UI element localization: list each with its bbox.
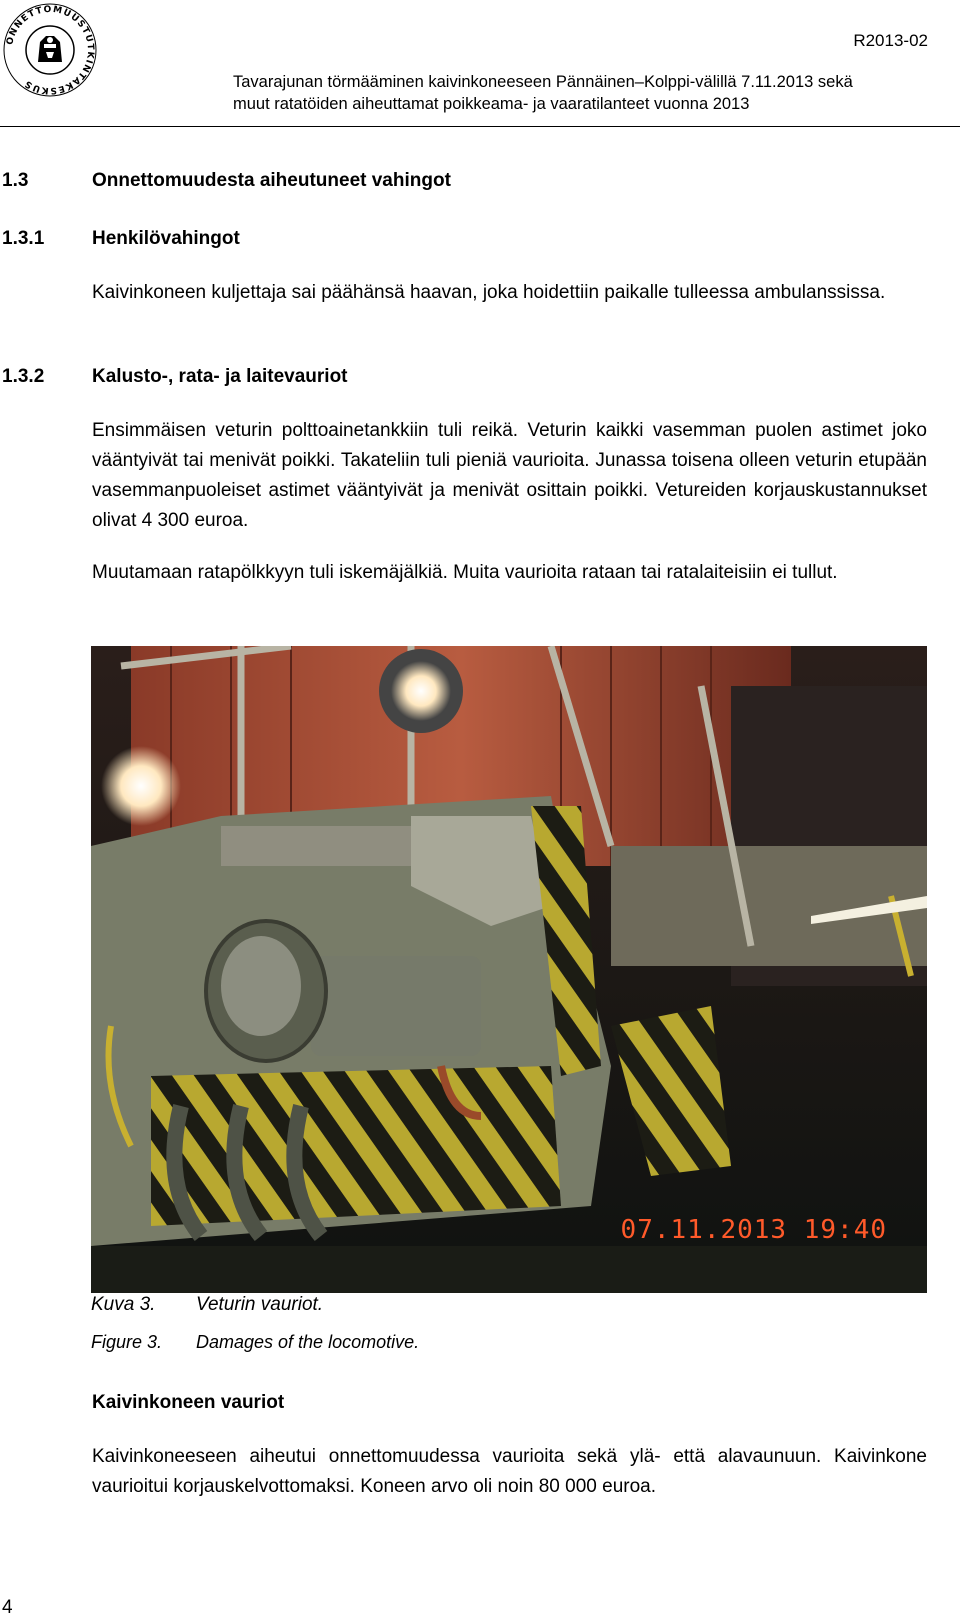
header-divider	[0, 126, 960, 127]
section-title: Kalusto-, rata- ja laitevauriot	[92, 366, 348, 387]
section-title: Henkilövahingot	[92, 228, 240, 249]
paragraph-personal-injuries: Kaivinkoneen kuljettaja sai päähänsä haavan, joka hoidettiin paikalle tulleessa ambulanssissa.	[92, 282, 886, 303]
subsection-title: Kaivinkoneen vauriot	[92, 1392, 285, 1413]
figure-label-fi: Kuva 3.	[91, 1294, 156, 1315]
paragraph-equipment-damage: Ensimmäisen veturin polttoainetankkiin tuli reikä. Veturin kaikki vasemman puolen astimet joko vääntyivät tai menivät poikki. Takateliin tuli pieniä vaurioita. Junassa toisena olleen veturin etupään vasemmanpuoleiset astimet vääntyivät ja menivät osittain poikki. Vetureiden korjauskustannukset olivat 4 300 euroa.	[92, 420, 927, 531]
header-title-line-1: Tavarajunan törmääminen kaivinkoneeseen Pännäinen–Kolppi-välillä 7.11.2013 sekä	[233, 73, 853, 91]
locomotive-damage-photo	[91, 646, 927, 1293]
section-number: 1.3.2	[2, 366, 45, 387]
header-title-line-2: muut ratatöiden aiheuttamat poikkeama- ja vaaratilanteet vuonna 2013	[233, 95, 750, 113]
section-number: 1.3	[2, 170, 29, 191]
page-number: 4	[2, 1597, 13, 1618]
document-id: R2013-02	[853, 31, 928, 50]
figure-caption-fi: Veturin vauriot.	[196, 1294, 324, 1315]
figure-label-en: Figure 3.	[91, 1332, 163, 1352]
paragraph-excavator-damage: Kaivinkoneeseen aiheutui onnettomuudessa vaurioita sekä ylä- että alavaunuun. Kaivinkone vaurioitui korjauskelvottomaksi. Koneen arvo oli noin 80 000 euroa.	[92, 1446, 927, 1497]
section-number: 1.3.1	[2, 228, 45, 249]
logo-text: ONNETTOMUUSTUTKINTAKESKUS	[5, 4, 96, 96]
paragraph-track-damage: Muutamaan ratapölkkyyn tuli iskemäjälkiä. Muita vaurioita rataan tai ratalaiteisiin ei tullut.	[92, 562, 838, 583]
figure-caption-en: Damages of the locomotive.	[196, 1332, 420, 1352]
section-title: Onnettomuudesta aiheutuneet vahingot	[92, 170, 451, 191]
header-title	[233, 71, 933, 115]
agency-logo	[0, 0, 100, 100]
photo-timestamp: 07.11.2013 19:40	[620, 1215, 887, 1245]
